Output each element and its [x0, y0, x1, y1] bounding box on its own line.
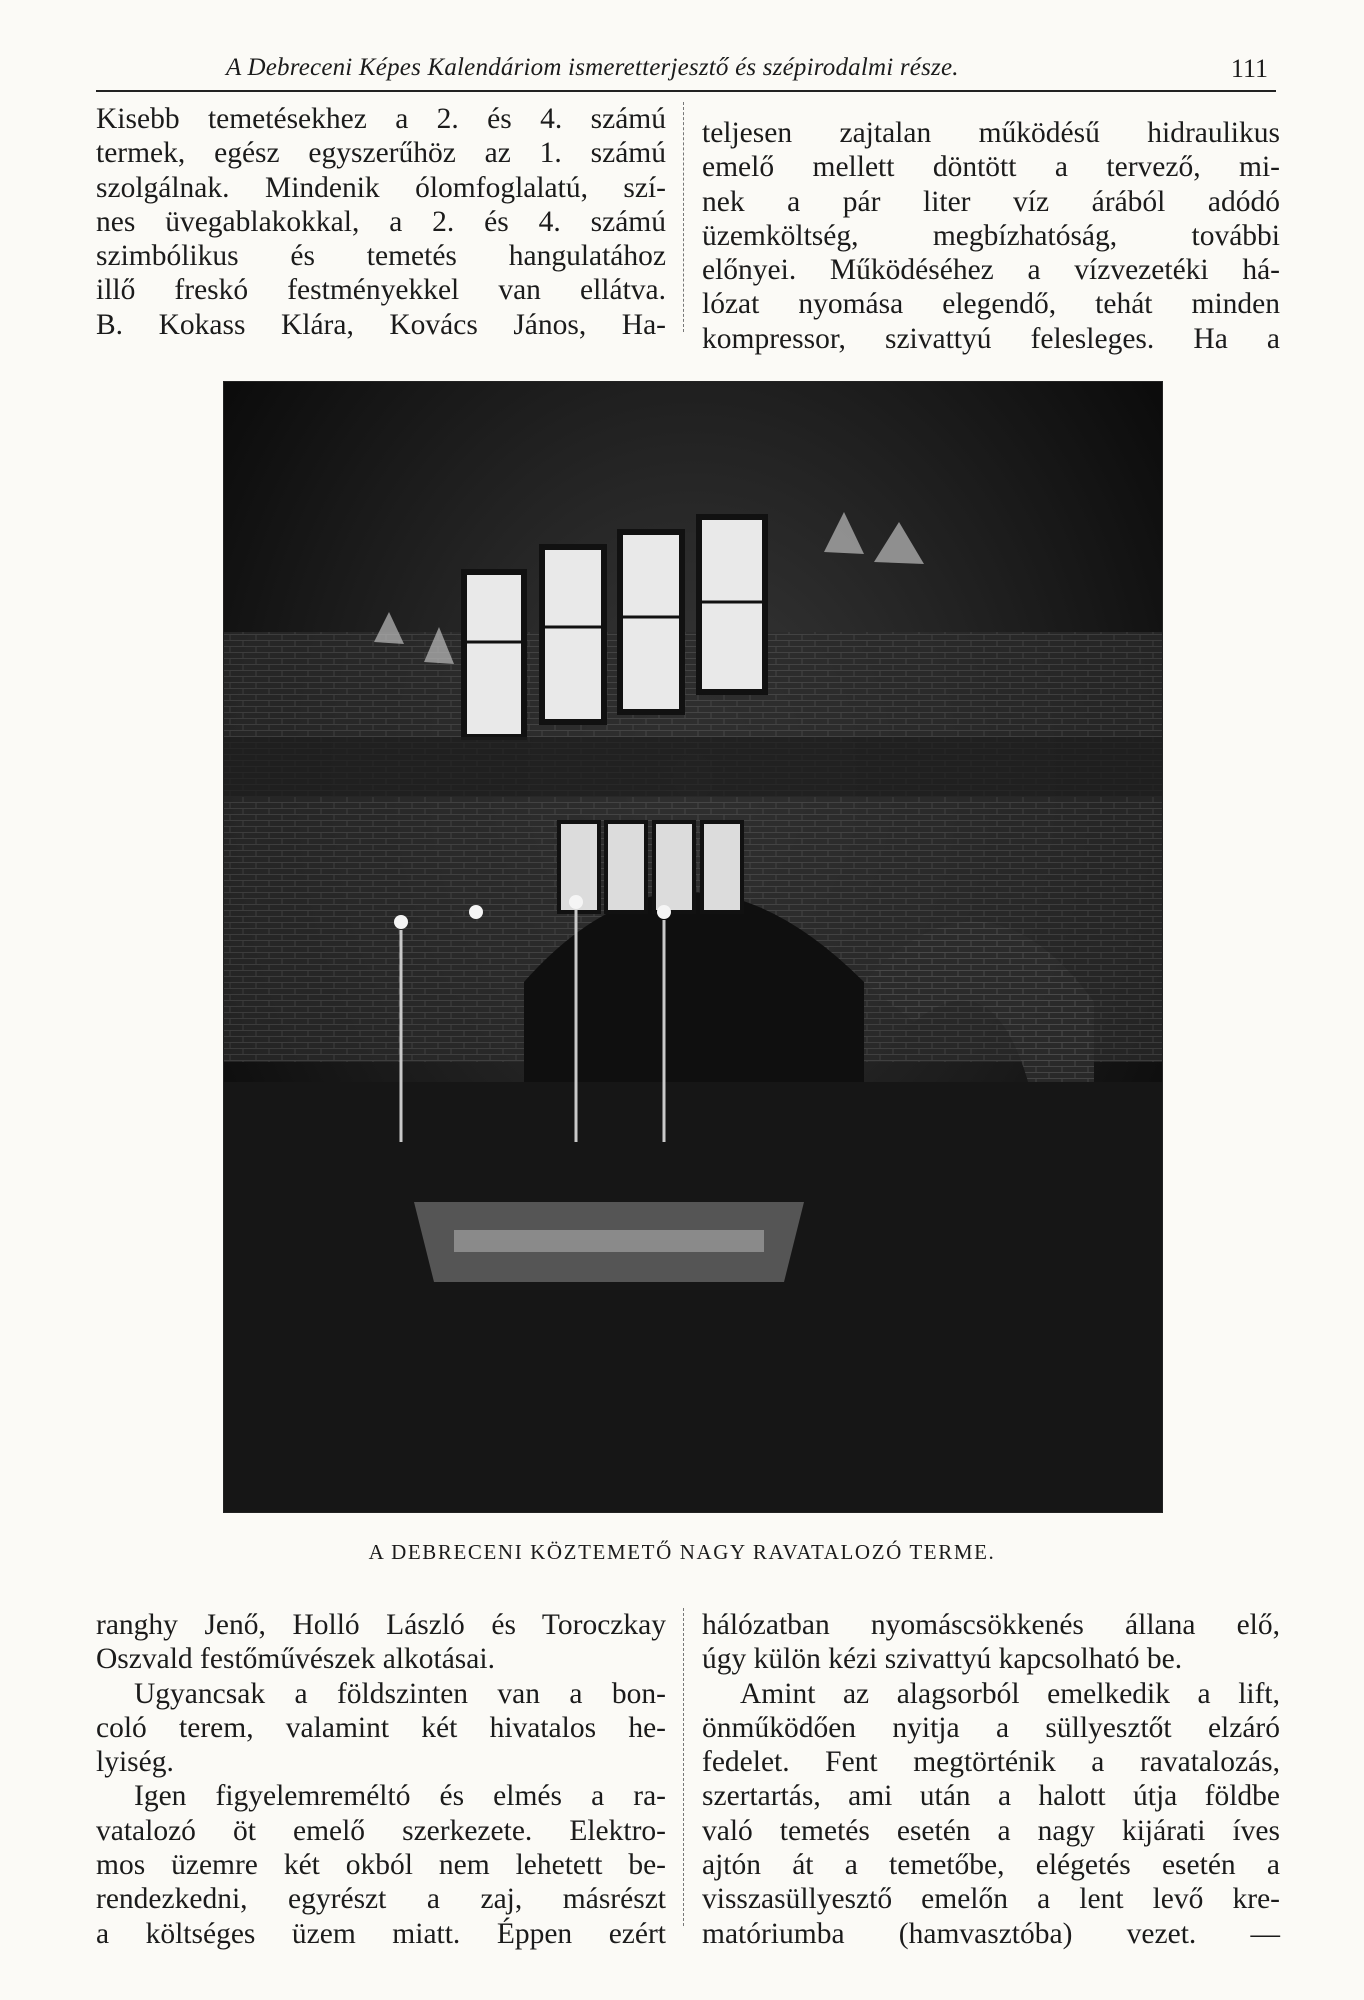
text-line: való temetés esetén a nagy kijárati íves [702, 1814, 1280, 1847]
column-divider [683, 102, 684, 332]
text-line: lózat nyomása elegendő, tehát minden [702, 288, 1280, 321]
text-line: úgy külön kézi szivattyú kapcsolható be. [702, 1643, 1183, 1676]
text-line: szertartás, ami után a halott útja földbe [702, 1780, 1280, 1813]
text-line: ajtón át a temetőbe, elégetés esetén a [702, 1849, 1280, 1882]
text-line: matóriumba (hamvasztóba) vezet. — [702, 1917, 1280, 1950]
text-line: önműködően nyitja a süllyesztőt elzáró [702, 1711, 1280, 1744]
text-line: szimbólikus és temetés hangulatához [96, 240, 666, 273]
text-line: rendezkedni, egyrészt a zaj, másrészt [96, 1883, 666, 1916]
column-bottom-left [96, 1608, 666, 1951]
text-line: Oszvald festőművészek alkotásai. [96, 1643, 495, 1676]
text-line: termek, egész egyszerűhöz az 1. számú [96, 137, 666, 170]
column-top-left [96, 102, 666, 342]
text-line: fedelet. Fent megtörténik a ravatalozás, [702, 1746, 1280, 1779]
running-head [96, 50, 1276, 92]
text-line: előnyei. Működéséhez a vízvezetéki há- [702, 254, 1280, 287]
hall-photograph [224, 382, 1162, 1512]
column-top-right [702, 116, 1280, 356]
text-line: mos üzemre két okból nem lehetett be- [96, 1849, 666, 1882]
text-line: hálózatban nyomáscsökkenés állana elő, [702, 1609, 1280, 1641]
figure-caption: A DEBRECENI KÖZTEMETŐ NAGY RAVATALOZÓ TERME. [368, 1540, 996, 1564]
text-line: teljesen zajtalan működésű hidraulikus [702, 117, 1280, 149]
text-line: emelő mellett döntött a tervező, mi- [702, 151, 1280, 184]
text-line: nek a pár liter víz árából adódó [702, 185, 1280, 218]
running-title: A Debreceni Képes Kalendáriom ismeretterjesztő és szépirodalmi része. [226, 54, 959, 81]
text-line: vatalozó öt emelő szerkezete. Elektro- [96, 1814, 666, 1847]
column-bottom-right [702, 1608, 1280, 1951]
text-line: nes üvegablakokkal, a 2. és 4. számú [96, 205, 666, 238]
column-divider [683, 1608, 684, 1926]
text-line: a költséges üzem miatt. Éppen ezért [96, 1917, 666, 1950]
text-line: üzemköltség, megbízhatóság, további [702, 219, 1280, 252]
text-line: illő freskó festményekkel van ellátva. [96, 274, 666, 307]
text-line: ranghy Jenő, Holló László és Toroczkay [96, 1609, 666, 1641]
text-line: Amint az alagsorból emelkedik a lift, [740, 1677, 1280, 1710]
text-line: Ugyancsak a földszinten van a bon- [134, 1677, 666, 1710]
text-line: Kisebb temetésekhez a 2. és 4. számú [96, 103, 666, 135]
text-line: Igen figyelemreméltó és elmés a ra- [134, 1780, 666, 1813]
text-line: lyiség. [96, 1746, 174, 1779]
text-line: szolgálnak. Mindenik ólomfoglalatú, szí- [96, 171, 666, 204]
page-number: 111 [1230, 54, 1268, 83]
text-line: visszasüllyesztő emelőn a lent levő kre- [702, 1883, 1280, 1916]
text-line: B. Kokass Klára, Kovács János, Ha- [96, 308, 666, 341]
text-line: kompressor, szivattyú felesleges. Ha a [702, 322, 1280, 355]
text-line: coló terem, valamint két hivatalos he- [96, 1711, 666, 1744]
